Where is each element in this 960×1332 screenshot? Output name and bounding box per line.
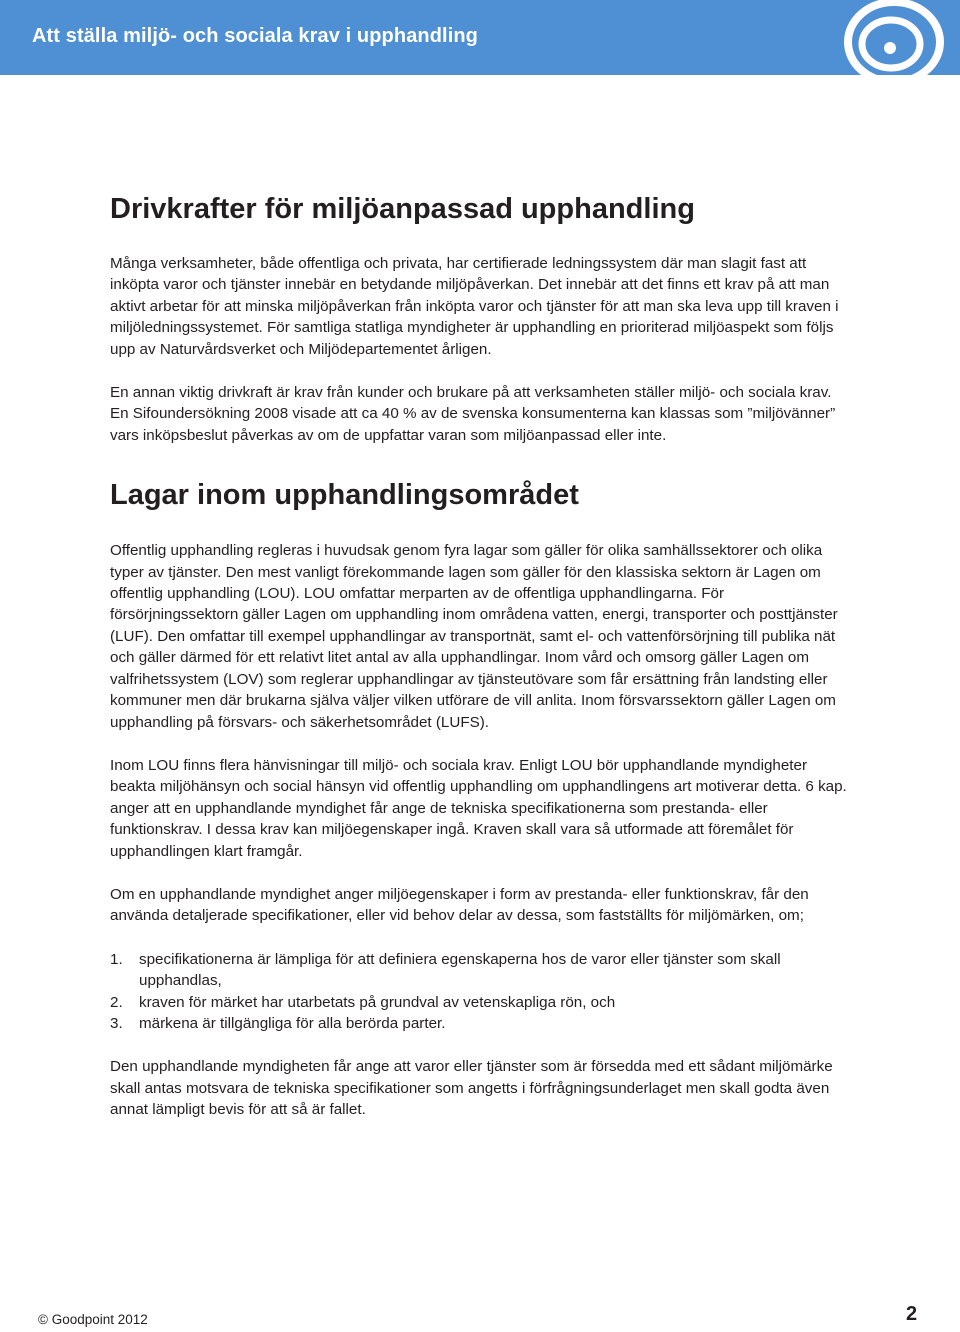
goodpoint-logo-icon: [842, 0, 946, 92]
paragraph: Inom LOU finns flera hänvisningar till miljö- och sociala krav. Enligt LOU bör upphandlande myndigheter beakta miljöhänsyn och social hänsyn vid offentlig upphandling om upphandlingens art motiverar detta. 6 kap. anger att en upphandlande myndighet får ange de tekniska specifikationerna som prestanda- eller funktionskrav. I dessa krav kan miljöegenskaper ingå. Kraven skall vara så utformade att föremålet för upphandlingen klart framgår.: [110, 756, 847, 860]
header-bar: [0, 0, 960, 75]
list-item: [110, 949, 850, 992]
numbered-list: [110, 949, 850, 1035]
closing-paragraph: Den upphandlande myndigheten får ange att varor eller tjänster som är försedda med ett sådant miljömärke skall antas motsvara de tekniska specifikationer som angetts i förfrågningsunderlaget men skall godta även annat lämpligt bevis för att så är fallet.: [110, 1058, 833, 1119]
list-item-number: 2.: [110, 993, 123, 1011]
paragraph: Om en upphandlande myndighet anger miljöegenskaper i form av prestanda- eller funktionskrav, får den använda detaljerade specifikationer, eller vid behov delar av dessa, som fastställts för miljömärken, om;: [110, 885, 809, 925]
header-title: Att ställa miljö- och sociala krav i upphandling: [32, 25, 478, 47]
section-heading-laws: Lagar inom upphandlingsområdet: [110, 479, 579, 512]
paragraph: En annan viktig drivkraft är krav från kunder och brukare på att verksamheten ställer miljö- och sociala krav. En Sifoundersökning 2008 visade att ca 40 % av de svenska konsumenterna kan klassas som ”miljövänner” vars inköpsbeslut påverkas av om de uppfattar varan som miljöanpassad eller inte.: [110, 384, 836, 444]
list-item-text: kraven för märket har utarbetats på grundval av vetenskapliga rön, och: [139, 993, 616, 1011]
document-body: [110, 190, 850, 1143]
section-heading-drivers: Drivkrafter för miljöanpassad upphandling: [110, 193, 695, 225]
list-item-number: 3.: [110, 1014, 123, 1032]
list-item: [110, 992, 850, 1013]
paragraph: Många verksamheter, både offentliga och privata, har certifierade ledningssystem där man slagit fast att inköpta varor och tjänster innebär en betydande miljöpåverkan. Det innebär att det finns ett krav på att man aktivt arbetar för att minska miljöpåverkan från inköpta varor och tjänster för att man ska leva upp till kraven i miljöledningssystemet. För samtliga statliga myndigheter är upphandling en prioriterad miljöaspekt som följs upp av Naturvårdsverket och Miljödepartementet årligen.: [110, 255, 839, 358]
list-item-text: specifikationerna är lämpliga för att definiera egenskaperna hos de varor eller tjänster som skall upphandlas,: [139, 950, 781, 990]
paragraph: Offentlig upphandling regleras i huvudsak genom fyra lagar som gäller för olika samhällssektorer och olika typer av tjänster. Den mest vanligt förekommande lagen som gäller för den klassiska sektorn är Lagen om offentlig upphandling (LOU). LOU omfattar merparten av de offentliga upphandlingarna. För försörjningssektorn gäller Lagen om upphandling inom områdena vatten, energi, transporter och posttjänster (LUF). Den omfattar till exempel upphandlingar av transportnät, samt el- och vattenförsörjning till publika nät och gäller därmed för ett relativt litet antal av alla upphandlingar. Inom vård och omsorg gäller Lagen om valfrihetssystem (LOV) som reglerar upphandlingar av tjänsteutövare som får ersättning från landsting eller kommuner men där brukarna själva väljer vilken utförare de vill anlita. Inom försvarssektorn gäller Lagen om upphandling på försvars- och säkerhetsområdet (LUFS).: [110, 542, 838, 731]
footer-copyright: © Goodpoint 2012: [38, 1312, 148, 1327]
list-item-text: märkena är tillgängliga för alla berörda parter.: [139, 1014, 446, 1032]
list-item-number: 1.: [110, 950, 123, 968]
page-number: 2: [906, 1303, 918, 1325]
list-item: [110, 1013, 850, 1034]
